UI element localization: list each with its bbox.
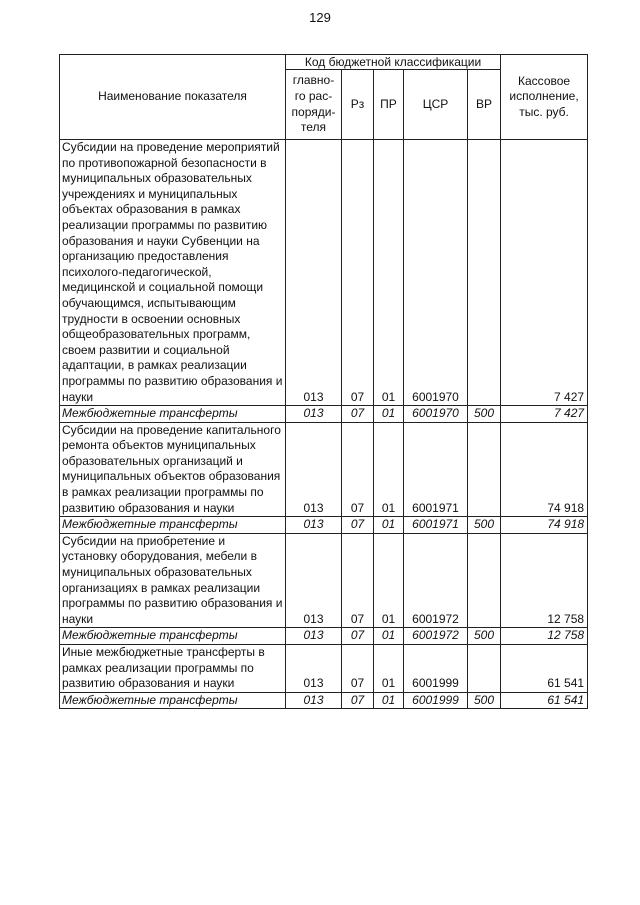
- row-name: Субсидии на приобретение и установку оборудования, мебели в муниципальных образовательных организациях в рамках реализации программы по развитию образования и науки: [60, 533, 286, 628]
- row-rz: 07: [342, 140, 374, 406]
- row-glav: 013: [286, 628, 342, 645]
- row-pr: 01: [374, 406, 404, 423]
- row-vr: [468, 140, 501, 406]
- header-csr: ЦСР: [404, 70, 468, 140]
- row-name: Межбюджетные трансферты: [60, 517, 286, 534]
- header-code-group: Код бюджетной классификации: [286, 55, 501, 70]
- row-amount: 61 541: [501, 692, 588, 709]
- row-glav: 013: [286, 692, 342, 709]
- row-vr: 500: [468, 517, 501, 534]
- row-vr: 500: [468, 628, 501, 645]
- row-pr: 01: [374, 533, 404, 628]
- row-glav: 013: [286, 140, 342, 406]
- row-pr: 01: [374, 645, 404, 693]
- row-name: Межбюджетные трансферты: [60, 692, 286, 709]
- header-rz: Рз: [342, 70, 374, 140]
- row-rz: 07: [342, 645, 374, 693]
- header-glav: главно-го рас-поряди-теля: [286, 70, 342, 140]
- row-csr: 6001999: [404, 645, 468, 693]
- row-glav: 013: [286, 517, 342, 534]
- row-amount: 7 427: [501, 406, 588, 423]
- table-row: [60, 406, 588, 423]
- row-csr: 6001972: [404, 628, 468, 645]
- header-name: Наименование показателя: [60, 55, 286, 140]
- row-name: Иные межбюджетные трансферты в рамках реализации программы по развитию образования и науки: [60, 645, 286, 693]
- row-vr: 500: [468, 692, 501, 709]
- table-row: [60, 517, 588, 534]
- row-pr: 01: [374, 628, 404, 645]
- row-csr: 6001970: [404, 406, 468, 423]
- table-row: [60, 645, 588, 693]
- row-glav: 013: [286, 422, 342, 517]
- row-amount: 74 918: [501, 422, 588, 517]
- page-number: 129: [309, 10, 331, 25]
- row-vr: [468, 422, 501, 517]
- budget-table: [59, 54, 588, 709]
- row-pr: 01: [374, 422, 404, 517]
- row-amount: 74 918: [501, 517, 588, 534]
- table-row: [60, 140, 588, 406]
- row-glav: 013: [286, 406, 342, 423]
- row-rz: 07: [342, 628, 374, 645]
- row-glav: 013: [286, 533, 342, 628]
- row-amount: 12 758: [501, 533, 588, 628]
- row-rz: 07: [342, 406, 374, 423]
- row-pr: 01: [374, 692, 404, 709]
- row-csr: 6001971: [404, 517, 468, 534]
- row-vr: [468, 533, 501, 628]
- row-csr: 6001972: [404, 533, 468, 628]
- row-csr: 6001999: [404, 692, 468, 709]
- row-glav: 013: [286, 645, 342, 693]
- table-row: [60, 533, 588, 628]
- row-rz: 07: [342, 533, 374, 628]
- row-name: Межбюджетные трансферты: [60, 406, 286, 423]
- row-amount: 12 758: [501, 628, 588, 645]
- row-vr: 500: [468, 406, 501, 423]
- row-name: Субсидии на проведение капитального ремонта объектов муниципальных образовательных организаций и муниципальных объектов образования в рамках реализации программы по развитию образования и науки: [60, 422, 286, 517]
- header-amount: Кассовое исполнение, тыс. руб.: [501, 55, 588, 140]
- table-row: [60, 692, 588, 709]
- row-pr: 01: [374, 517, 404, 534]
- row-pr: 01: [374, 140, 404, 406]
- row-name: Межбюджетные трансферты: [60, 628, 286, 645]
- row-vr: [468, 645, 501, 693]
- row-name: Субсидии на проведение мероприятий по противопожарной безопасности в муниципальных образовательных учреждениях и муниципальных объектах образования в рамках реализации программы по развитию образования и науки Субвенции на организацию предоставления психолого-педагогической, медицинской и социальной помощи обучающимся, испытывающим трудности в освоении основных общеобразовательных программ, своем развитии и социальной адаптации, в рамках реализации программы по развитию образования и науки: [60, 140, 286, 406]
- table-row: [60, 628, 588, 645]
- row-rz: 07: [342, 692, 374, 709]
- row-csr: 6001970: [404, 140, 468, 406]
- row-rz: 07: [342, 517, 374, 534]
- header-pr: ПР: [374, 70, 404, 140]
- row-amount: 61 541: [501, 645, 588, 693]
- table-row: [60, 422, 588, 517]
- header-vr: ВР: [468, 70, 501, 140]
- row-csr: 6001971: [404, 422, 468, 517]
- row-rz: 07: [342, 422, 374, 517]
- row-amount: 7 427: [501, 140, 588, 406]
